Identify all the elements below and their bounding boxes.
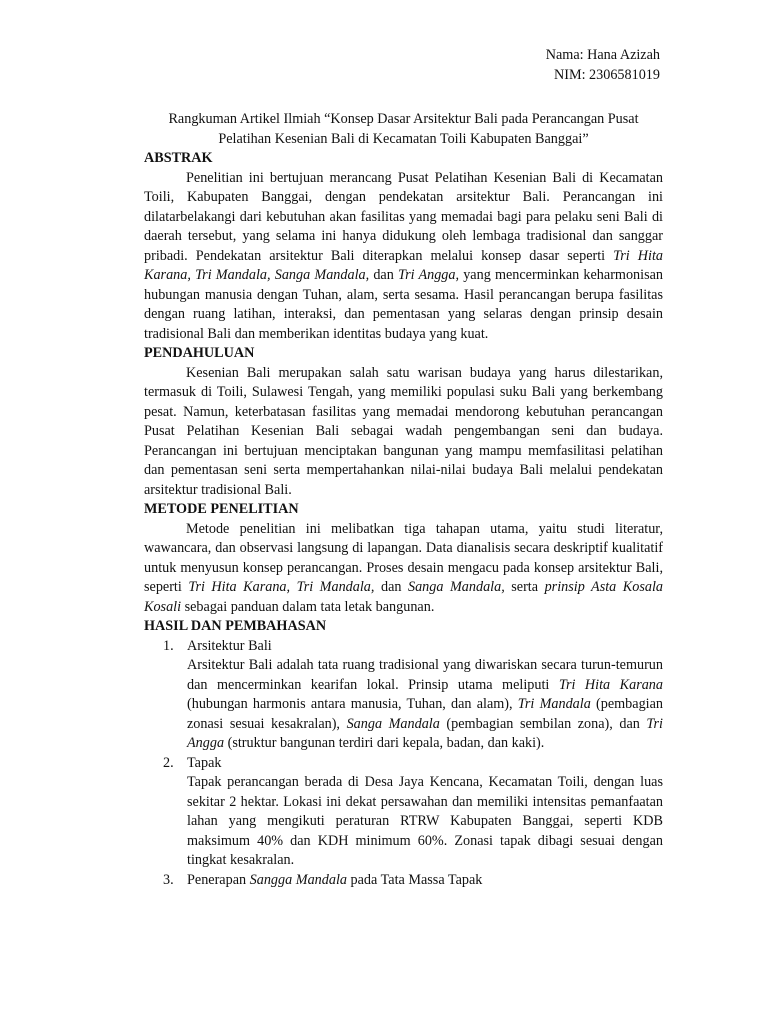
pendahuluan-paragraph: Kesenian Bali merupakan salah satu warisan budaya yang harus dilestarikan, termasuk di Toili, Sulawesi Tengah, yang memiliki populasi suku Bali yang berkembang pesat. Namun, keterbatasan fasilitas yang memadai mendorong kebutuhan perancangan Pusat Pelatihan Kesenian Bali sebagai wadah pengembangan seni dan budaya. Perancangan ini bertujuan menciptakan bangunan yang mampu memfasilitasi pelatihan dan pementasan seni serta mempertahankan nilai-nilai budaya Bali melalui pendekatan arsitektur tradisional Bali. [144, 364, 663, 498]
item1-italic-4: Tri Angga [187, 715, 663, 751]
metode-text-2: dan [374, 579, 408, 595]
item1-text-2: (hubungan harmonis antara manusia, Tuhan, dan alam), [187, 696, 518, 712]
metode-text-3: serta [504, 579, 545, 595]
document-body [144, 110, 663, 890]
list-item [144, 637, 663, 754]
metode-italic-2: Sanga Mandala, [407, 579, 505, 595]
author-name: Nama: Hana Azizah [545, 47, 660, 63]
item3-text-2: pada Tata Massa Tapak [346, 871, 483, 888]
list-item-title: Tapak [187, 754, 222, 771]
abstrak-text-1: Penelitian ini bertujuan merancang Pusat Pelatihan Kesenian Bali di Kecamatan Toili, Kabupaten Banggai, dengan pendekatan arsitektur Bali. Perancangan ini dilatarbelakangi dari kebutuhan akan fasilitas yang memadai bagi para pelaku seni Bali di daerah tersebut, yang selama ini hanya didukung oleh lembaga tradisional dan sanggar pribadi. Pendekatan arsitektur Bali diterapkan melalui konsep dasar seperti [144, 169, 663, 264]
metode-text-4: sebagai panduan dalam tata letak bangunan. [181, 598, 435, 615]
abstrak-text-3: yang mencerminkan keharmonisan hubungan manusia dengan Tuhan, alam, serta sesama. Hasil perancangan berupa fasilitas dengan ruang latihan, interaksi, dan pementasan yang selaras dengan prinsip desain tradisional Bali dan memberikan identitas budaya yang kuat. [144, 267, 663, 342]
section-heading-metode: METODE PENELITIAN [144, 501, 299, 517]
metode-paragraph [144, 520, 663, 618]
list-number: 3. [163, 871, 174, 888]
abstrak-text-2: dan [369, 267, 398, 283]
item1-italic-2: Tri Mandala [517, 696, 591, 712]
list-item-title [187, 871, 663, 891]
item1-italic-3: Sanga Mandala [346, 715, 440, 732]
section-heading-hasil: HASIL DAN PEMBAHASAN [144, 618, 327, 634]
item1-text-3: (pembagian zonasi sesuai kesakralan), [187, 696, 663, 732]
item1-text-4: (pembagian sembilan zona), dan [439, 715, 647, 732]
student-id: NIM: 2306581019 [553, 66, 660, 83]
abstrak-italic-1: Tri Hita Karana, Tri Mandala, Sanga Mandala, [144, 247, 663, 283]
metode-italic-1: Tri Hita Karana, Tri Mandala, [188, 579, 375, 595]
list-number: 1. [163, 637, 174, 654]
title-line-1: Rangkuman Artikel Ilmiah “Konsep Dasar Arsitektur Bali pada Perancangan Pusat [168, 111, 639, 127]
list-number: 2. [163, 754, 174, 771]
list-item [144, 871, 663, 891]
item1-text-1: Arsitektur Bali adalah tata ruang tradisional yang diwariskan secara turun-temurun dan mencerminkan kearifan lokal. Prinsip utama meliputi [187, 657, 663, 693]
item3-text-1: Penerapan [187, 871, 250, 888]
list-item-body: Tapak perancangan berada di Desa Jaya Kencana, Kecamatan Toili, dengan luas sekitar 2 hektar. Lokasi ini dekat persawahan dan memiliki intensitas pemanfaatan lahan yang mengikuti peraturan RTRW Kabupaten Banggai, seperti KDB maksimum 40% dan KDH minimum 60%. Zonasi tapak dibagi sesuai dengan tingkat kesakralan. [187, 774, 663, 868]
title-line-2: Pelatihan Kesenian Bali di Kecamatan Toili Kabupaten Banggai” [218, 130, 589, 147]
document-title [144, 110, 663, 149]
abstrak-paragraph [144, 169, 663, 345]
list-item [144, 754, 663, 871]
hasil-list [144, 637, 663, 891]
item1-text-5: (struktur bangunan terdiri dari kepala, badan, dan kaki). [224, 735, 545, 751]
metode-italic-3: prinsip Asta Kosala Kosali [144, 579, 663, 615]
item3-italic-1: Sangga Mandala [249, 871, 347, 888]
item1-italic-1: Tri Hita Karana [558, 676, 663, 693]
section-heading-abstrak: ABSTRAK [144, 150, 213, 166]
abstrak-italic-2: Tri Angga, [397, 267, 460, 283]
section-heading-pendahuluan: PENDAHULUAN [144, 345, 255, 361]
author-info [546, 46, 660, 85]
list-item-body [187, 656, 663, 754]
list-item-title: Arsitektur Bali [187, 637, 272, 654]
metode-text-1: Metode penelitian ini melibatkan tiga tahapan utama, yaitu studi literatur, wawancara, dan observasi langsung di lapangan. Data dianalisis secara deskriptif kualitatif untuk menyusun konsep perancangan. Proses desain mengacu pada konsep arsitektur Bali, seperti [144, 520, 663, 595]
